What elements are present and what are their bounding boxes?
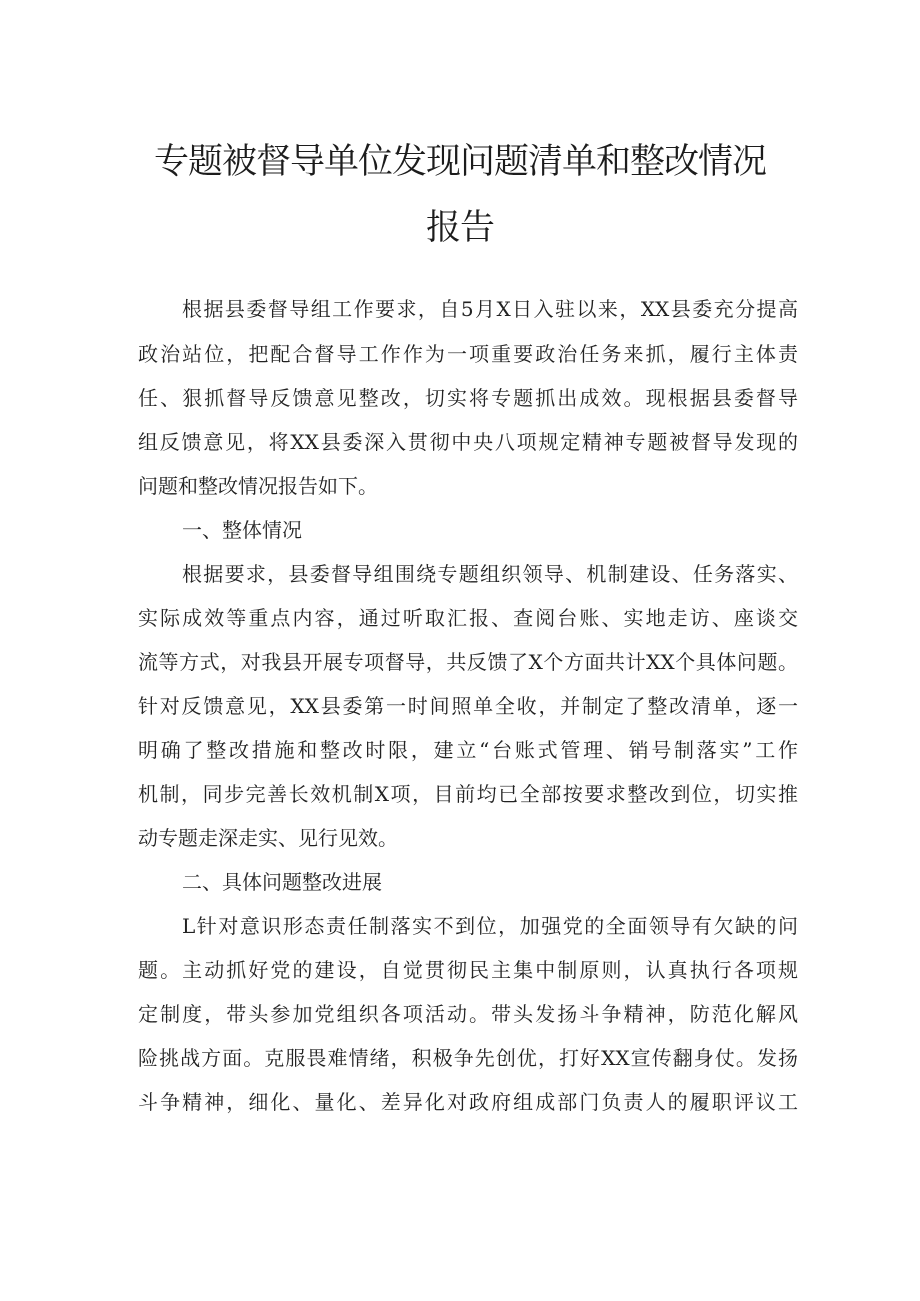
section-heading-issues: 二、具体问题整改进展	[182, 870, 382, 894]
paragraph-overall-line: 针对反馈意见，XX县委第一时间照单全收，并制定了整改清单，逐一	[138, 694, 798, 718]
paragraph-overall-line: 根据要求，县委督导组围绕专题组织领导、机制建设、任务落实、	[182, 562, 798, 586]
paragraph-intro-line: 根据县委督导组工作要求，自5月X日入驻以来，XX县委充分提高	[182, 297, 798, 321]
paragraph-issues-line: 定制度，带头参加党组织各项活动。带头发扬斗争精神，防范化解风	[138, 1002, 798, 1026]
paragraph-overall-line: 机制，同步完善长效机制X项，目前均已全部按要求整改到位，切实推	[138, 782, 798, 806]
paragraph-overall-line: 流等方式，对我县开展专项督导，共反馈了X个方面共计XX个具体问题。	[138, 650, 798, 674]
paragraph-issues-line: 斗争精神，细化、量化、差异化对政府组成部门负责人的履职评议工	[138, 1090, 798, 1114]
paragraph-intro-line: 政治站位，把配合督导工作作为一项重要政治任务来抓，履行主体责	[138, 342, 798, 366]
paragraph-intro-line: 组反馈意见，将XX县委深入贯彻中央八项规定精神专题被督导发现的	[138, 430, 798, 454]
document-title-line-1: 专题被督导单位发现问题清单和整改情况	[153, 142, 766, 182]
paragraph-intro-line: 问题和整改情况报告如下。	[138, 474, 378, 498]
paragraph-issues-line: 题。主动抓好党的建设，自觉贯彻民主集中制原则，认真执行各项规	[138, 958, 798, 982]
paragraph-issues-line: 险挑战方面。克服畏难情绪，积极争先创优，打好XX宣传翻身仗。发扬	[138, 1046, 798, 1070]
paragraph-overall-line: 明确了整改措施和整改时限，建立“台账式管理、销号制落实”工作	[138, 738, 798, 762]
section-heading-overall: 一、整体情况	[182, 518, 302, 542]
paragraph-overall-line: 实际成效等重点内容，通过听取汇报、查阅台账、实地走访、座谈交	[138, 606, 798, 630]
paragraph-overall-line: 动专题走深走实、见行见效。	[138, 826, 398, 850]
paragraph-issues-line: L针对意识形态责任制落实不到位，加强党的全面领导有欠缺的问	[182, 914, 798, 938]
paragraph-intro-line: 任、狠抓督导反馈意见整改，切实将专题抓出成效。现根据县委督导	[138, 386, 798, 410]
document-title-line-2: 报告	[425, 208, 494, 248]
